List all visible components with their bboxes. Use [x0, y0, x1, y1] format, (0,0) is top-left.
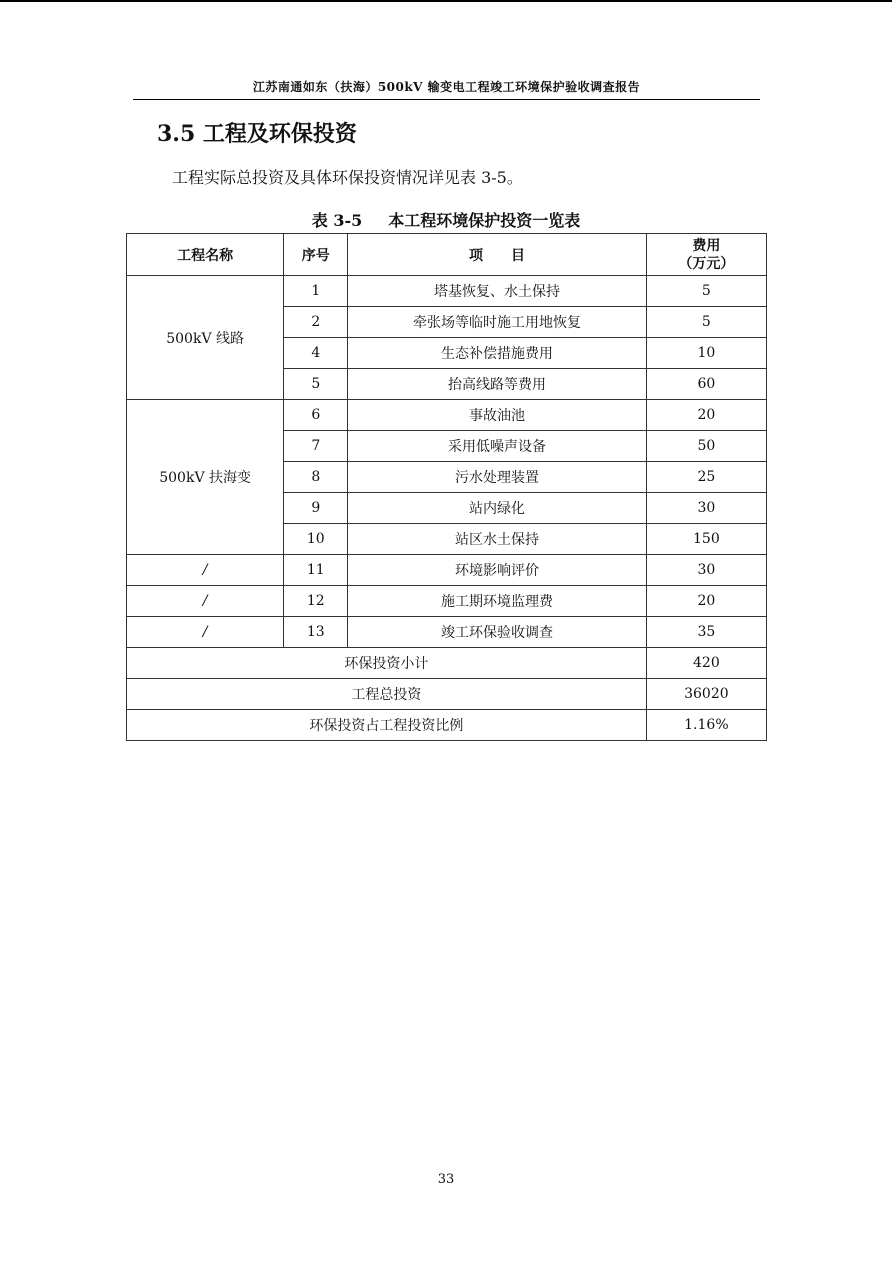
- page-top-border: [0, 0, 892, 2]
- seq-cell: 7: [284, 431, 348, 462]
- summary-label: 环保投资占工程投资比例: [127, 710, 647, 741]
- intro-paragraph: 工程实际总投资及具体环保投资情况详见表 3-5。: [172, 168, 523, 187]
- page-number: 33: [437, 1172, 455, 1187]
- table-header-row: [127, 234, 767, 276]
- item-cell: 站内绿化: [348, 493, 646, 524]
- running-header: 江苏南通如东（扶海）500kV 输变电工程竣工环境保护验收调查报告: [252, 80, 641, 94]
- summary-row: [127, 648, 767, 679]
- table-row: [127, 555, 767, 586]
- project-cell: /: [127, 586, 284, 617]
- seq-cell: 13: [284, 617, 348, 648]
- table-caption-title: 本工程环境保护投资一览表: [388, 211, 581, 230]
- header-cost: [646, 234, 766, 276]
- header-cost-line1: 费用: [692, 237, 721, 254]
- cost-cell: 5: [646, 276, 766, 307]
- item-cell: 站区水土保持: [348, 524, 646, 555]
- item-cell: 牵张场等临时施工用地恢复: [348, 307, 646, 338]
- cost-cell: 25: [646, 462, 766, 493]
- table-caption-label: 表 3-5: [311, 211, 363, 230]
- item-cell: 采用低噪声设备: [348, 431, 646, 462]
- table-row: [127, 276, 767, 307]
- cost-cell: 30: [646, 493, 766, 524]
- cost-cell: 20: [646, 586, 766, 617]
- cost-cell: 35: [646, 617, 766, 648]
- investment-table: [126, 233, 767, 741]
- summary-row: [127, 710, 767, 741]
- header-seq: 序号: [284, 234, 348, 276]
- summary-value: 36020: [646, 679, 766, 710]
- seq-cell: 2: [284, 307, 348, 338]
- summary-label: 环保投资小计: [127, 648, 647, 679]
- cost-cell: 20: [646, 400, 766, 431]
- header-item: 项 目: [348, 234, 646, 276]
- seq-cell: 6: [284, 400, 348, 431]
- table-caption: [126, 208, 766, 231]
- summary-value: 420: [646, 648, 766, 679]
- project-cell: 500kV 线路: [127, 276, 284, 400]
- cost-cell: 10: [646, 338, 766, 369]
- cost-cell: 50: [646, 431, 766, 462]
- seq-cell: 4: [284, 338, 348, 369]
- summary-row: [127, 679, 767, 710]
- header-cost-line2: （万元）: [678, 255, 735, 272]
- seq-cell: 1: [284, 276, 348, 307]
- item-cell: 抬高线路等费用: [348, 369, 646, 400]
- table-row: [127, 400, 767, 431]
- header-rule: [133, 99, 760, 100]
- cost-cell: 30: [646, 555, 766, 586]
- seq-cell: 8: [284, 462, 348, 493]
- item-cell: 环境影响评价: [348, 555, 646, 586]
- item-cell: 施工期环境监理费: [348, 586, 646, 617]
- cost-cell: 5: [646, 307, 766, 338]
- seq-cell: 9: [284, 493, 348, 524]
- table-row: [127, 586, 767, 617]
- project-cell: /: [127, 555, 284, 586]
- summary-value: 1.16%: [646, 710, 766, 741]
- project-cell: 500kV 扶海变: [127, 400, 284, 555]
- cost-cell: 150: [646, 524, 766, 555]
- seq-cell: 11: [284, 555, 348, 586]
- item-cell: 事故油池: [348, 400, 646, 431]
- seq-cell: 10: [284, 524, 348, 555]
- item-cell: 塔基恢复、水土保持: [348, 276, 646, 307]
- section-title: 3.5 工程及环保投资: [157, 121, 357, 147]
- seq-cell: 5: [284, 369, 348, 400]
- table-row: [127, 617, 767, 648]
- cost-cell: 60: [646, 369, 766, 400]
- project-cell: /: [127, 617, 284, 648]
- seq-cell: 12: [284, 586, 348, 617]
- summary-label: 工程总投资: [127, 679, 647, 710]
- item-cell: 生态补偿措施费用: [348, 338, 646, 369]
- header-project: 工程名称: [127, 234, 284, 276]
- item-cell: 竣工环保验收调查: [348, 617, 646, 648]
- item-cell: 污水处理装置: [348, 462, 646, 493]
